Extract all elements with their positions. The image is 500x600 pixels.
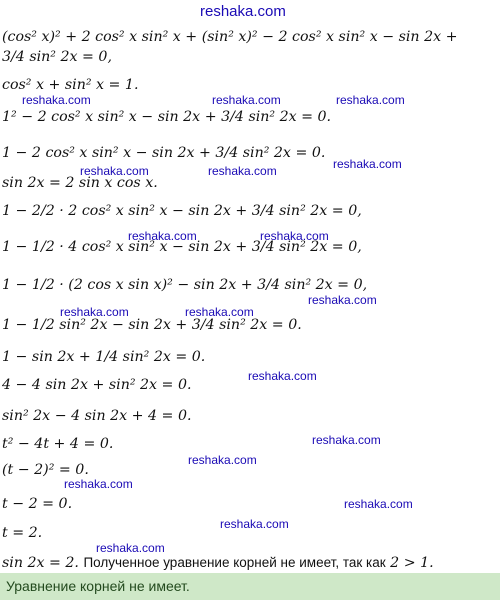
equation-text: 1 − 1/2 sin² 2x − sin 2x + 3/4 sin² 2x = 0.: [2, 317, 302, 333]
watermark: reshaka.com: [60, 305, 129, 319]
watermark: reshaka.com: [344, 497, 413, 511]
equation-text: 1 − 1/2 · (2 cos x sin x)² − sin 2x + 3/4 sin² 2x = 0,: [2, 277, 368, 293]
equation-text: 1 − 2 cos² x sin² x − sin 2x + 3/4 sin² 2x = 0.: [2, 145, 326, 161]
equation-text: t = 2.: [2, 525, 43, 541]
equation-text: 4 − 4 sin 2x + sin² 2x = 0.: [2, 377, 192, 393]
equation-line-7: [2, 240, 362, 254]
watermark: reshaka.com: [308, 293, 377, 307]
watermark: reshaka.com: [64, 477, 133, 491]
watermark: reshaka.com: [96, 541, 165, 555]
watermark: reshaka.com: [208, 164, 277, 178]
equation-text: cos² x + sin² x = 1.: [2, 77, 139, 93]
equation-text: 1 − sin 2x + 1/4 sin² 2x = 0.: [2, 349, 206, 365]
watermark: reshaka.com: [188, 453, 257, 467]
equation-text: 1 − 1/2 · 4 cos² x sin² x − sin 2x + 3/4 sin² 2x = 0,: [2, 239, 362, 255]
watermark: reshaka.com: [185, 305, 254, 319]
equation-line-1: [2, 30, 458, 44]
equation-text: sin 2x = 2 sin x cos x.: [2, 175, 158, 191]
inequality-text: 2 > 1.: [390, 555, 434, 571]
answer-banner: Уравнение корней не имеет.: [0, 573, 500, 600]
watermark: reshaka.com: [212, 93, 281, 107]
equation-text: 1 − 2/2 · 2 cos² x sin² x − sin 2x + 3/4 sin² 2x = 0,: [2, 203, 362, 219]
watermark: reshaka.com: [260, 229, 329, 243]
watermark: reshaka.com: [333, 157, 402, 171]
equation-text: t − 2 = 0.: [2, 496, 73, 512]
watermark-top: reshaka.com: [200, 3, 286, 20]
equation-text: sin 2x = 2.: [2, 555, 79, 571]
watermark: reshaka.com: [336, 93, 405, 107]
watermark: reshaka.com: [220, 517, 289, 531]
equation-line-12: [2, 409, 192, 423]
watermark: reshaka.com: [22, 93, 91, 107]
equation-line-10: [2, 350, 205, 364]
watermark: reshaka.com: [128, 229, 197, 243]
equation-text: sin² 2x − 4 sin 2x + 4 = 0.: [2, 408, 192, 424]
equation-line-8: [2, 278, 367, 292]
conclusion-text: Полученное уравнение корней не имеет, так как: [83, 555, 386, 570]
equation-text: (t − 2)² = 0.: [2, 462, 89, 478]
equation-line-1b: [2, 50, 112, 64]
equation-line-3: [2, 110, 331, 124]
watermark: reshaka.com: [312, 433, 381, 447]
equation-line-13: [2, 437, 113, 451]
equation-line-6: [2, 204, 362, 218]
watermark: reshaka.com: [80, 164, 149, 178]
equation-line-16: [2, 526, 42, 540]
equation-line-4: [2, 146, 325, 160]
equation-line-17: [2, 556, 434, 570]
equation-text: (cos² x)² + 2 cos² x sin² x + (sin² x)² − 2 cos² x sin² x − sin 2x +: [2, 29, 458, 45]
equation-line-5: [2, 176, 158, 190]
watermark: reshaka.com: [248, 369, 317, 383]
equation-text: 3/4 sin² 2x = 0,: [2, 49, 112, 65]
equation-line-11: [2, 378, 192, 392]
equation-line-14: [2, 463, 89, 477]
equation-line-15: [2, 497, 72, 511]
equation-text: 1² − 2 cos² x sin² x − sin 2x + 3/4 sin² 2x = 0.: [2, 109, 332, 125]
equation-text: t² − 4t + 4 = 0.: [2, 436, 114, 452]
equation-line-9: [2, 318, 302, 332]
equation-line-2: [2, 78, 138, 92]
